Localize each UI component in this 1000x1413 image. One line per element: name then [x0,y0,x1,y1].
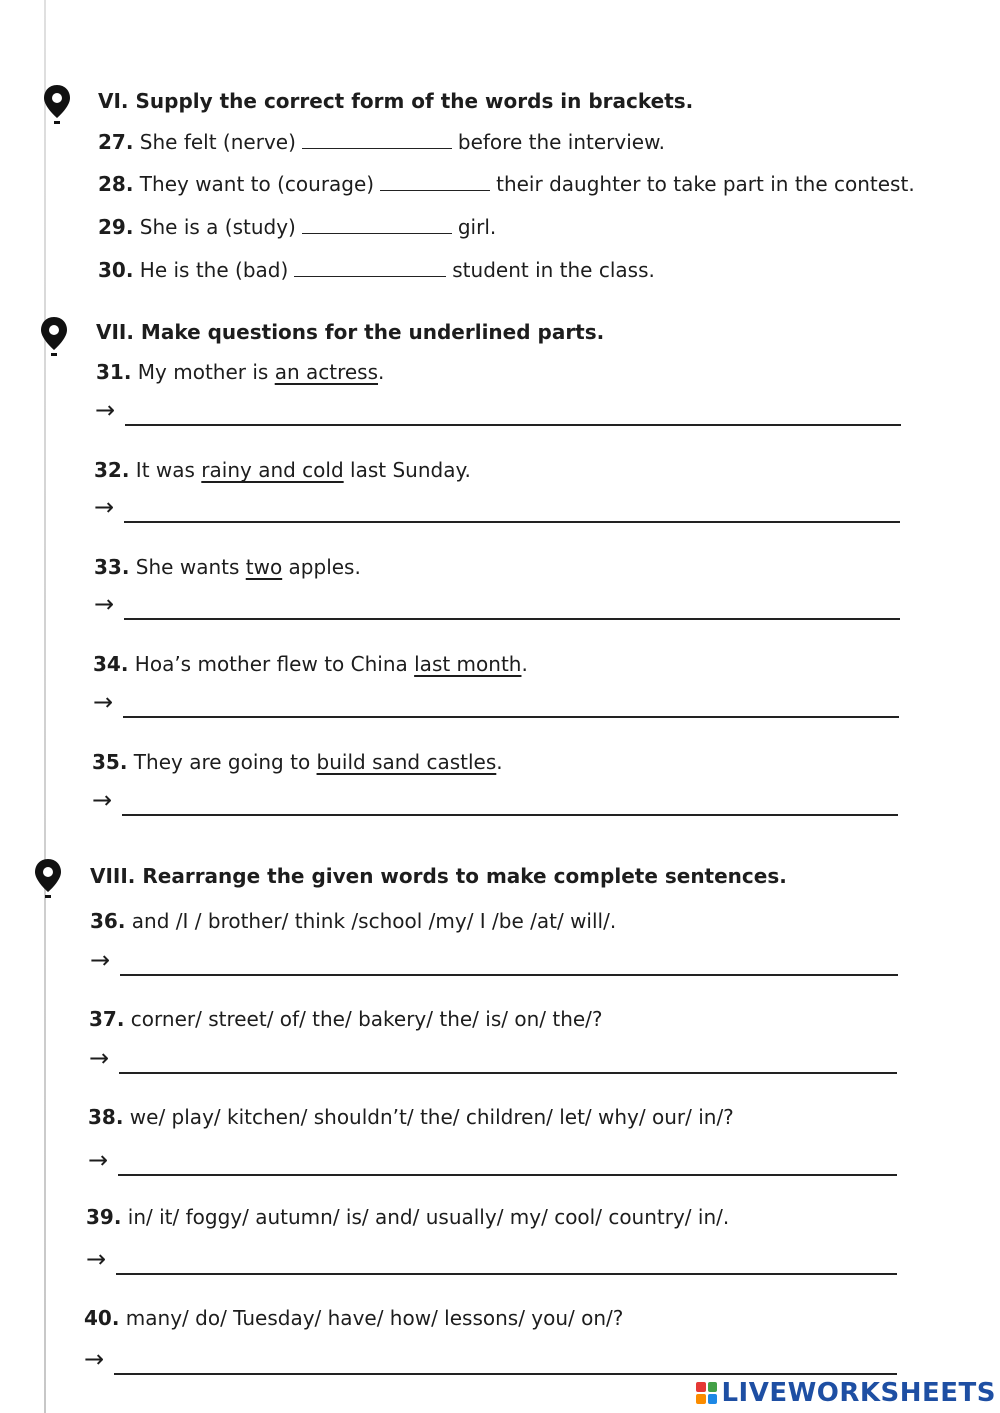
answer-row-38[interactable] [88,1146,897,1179]
arrow-icon: → [89,1044,110,1072]
answer-row-33[interactable] [94,590,900,623]
arrow-icon: → [84,1345,105,1373]
question-rest: girl. [457,215,497,239]
question-30 [98,258,655,282]
section-title-viii: VIII. Rearrange the given words to make complete sentences. [90,864,787,888]
underlined-part: rainy and cold [201,458,344,482]
question-35 [92,750,503,774]
question-text-end: . [378,360,385,384]
arrow-icon: → [92,786,113,814]
answer-line[interactable] [114,1373,897,1375]
question-number: 27. [98,130,134,154]
question-text-end: last Sunday. [350,458,471,482]
underlined-part: build sand castles [316,750,497,774]
question-number: 39. [86,1205,122,1229]
answer-row-32[interactable] [94,493,900,526]
question-number: 31. [96,360,132,384]
answer-line[interactable] [123,716,899,718]
page-edge-shadow [44,0,46,1413]
logo-square-4 [708,1394,718,1404]
answer-blank-30[interactable] [294,262,446,277]
question-40 [84,1306,623,1330]
question-prompt: She felt (nerve) [139,130,296,154]
arrow-icon: → [95,396,116,424]
question-text: She wants [135,555,240,579]
answer-row-31[interactable] [95,396,901,429]
question-number: 35. [92,750,128,774]
question-number: 34. [93,652,129,676]
underlined-part: last month [414,652,522,676]
logo-square-2 [708,1382,718,1392]
question-text-end: . [496,750,503,774]
arrow-icon: → [94,590,115,618]
answer-row-40[interactable] [84,1345,897,1378]
question-number: 28. [98,172,134,196]
question-number: 29. [98,215,134,239]
question-27 [98,130,665,154]
arrow-icon: → [86,1245,107,1273]
answer-line[interactable] [125,424,901,426]
section-title-vi: VI. Supply the correct form of the words in brackets. [98,89,694,113]
question-rest: student in the class. [452,258,655,282]
arrow-icon: → [88,1146,109,1174]
question-text-end: . [521,652,528,676]
scrambled-words: corner/ street/ of/ the/ bakery/ the/ is/ on/ the/? [130,1007,603,1031]
answer-line[interactable] [119,1072,897,1074]
question-number: 38. [88,1105,124,1129]
underlined-part: an actress [274,360,379,384]
arrow-icon: → [94,493,115,521]
answer-line[interactable] [124,521,900,523]
answer-line[interactable] [116,1273,897,1275]
question-33 [94,555,361,579]
question-37 [89,1007,603,1031]
answer-blank-27[interactable] [302,134,452,149]
location-pin-icon [42,84,72,126]
answer-row-36[interactable] [90,946,898,979]
question-number: 33. [94,555,130,579]
question-number: 37. [89,1007,125,1031]
question-31 [96,360,384,384]
logo-text: LIVEWORKSHEETS [721,1378,996,1408]
answer-row-37[interactable] [89,1044,897,1077]
question-text: Hoa’s mother flew to China [134,652,408,676]
question-32 [94,458,471,482]
question-number: 36. [90,909,126,933]
scrambled-words: many/ do/ Tuesday/ have/ how/ lessons/ you/ on/? [125,1306,624,1330]
arrow-icon: → [90,946,111,974]
arrow-icon: → [93,688,114,716]
question-38 [88,1105,734,1129]
question-prompt: They want to (courage) [139,172,375,196]
question-29 [98,215,496,239]
question-prompt: He is the (bad) [139,258,289,282]
question-text: It was [135,458,195,482]
answer-blank-29[interactable] [302,219,452,234]
section-title-vii: VII. Make questions for the underlined parts. [96,320,605,344]
answer-row-34[interactable] [93,688,899,721]
question-34 [93,652,528,676]
answer-line[interactable] [120,974,898,976]
answer-line[interactable] [122,814,898,816]
answer-line[interactable] [124,618,900,620]
location-pin-icon [39,316,69,358]
scrambled-words: in/ it/ foggy/ autumn/ is/ and/ usually/ my/ cool/ country/ in/. [127,1205,730,1229]
location-pin-icon [33,858,63,900]
question-number: 30. [98,258,134,282]
question-number: 32. [94,458,130,482]
logo-square-3 [696,1394,706,1404]
answer-blank-28[interactable] [380,176,490,191]
underlined-part: two [245,555,283,579]
question-36 [90,909,616,933]
question-text: They are going to [133,750,311,774]
question-rest: before the interview. [457,130,665,154]
question-28 [98,172,915,196]
answer-row-35[interactable] [92,786,898,819]
scrambled-words: we/ play/ kitchen/ shouldn’t/ the/ children/ let/ why/ our/ in/? [129,1105,734,1129]
answer-row-39[interactable] [86,1245,897,1278]
question-number: 40. [84,1306,120,1330]
question-text-end: apples. [288,555,361,579]
question-prompt: She is a (study) [139,215,296,239]
question-39 [86,1205,729,1229]
logo-square-1 [696,1382,706,1392]
liveworksheets-logo[interactable] [696,1376,996,1410]
question-text: My mother is [137,360,269,384]
question-rest: their daughter to take part in the contest. [496,172,915,196]
logo-icon [696,1382,717,1404]
scrambled-words: and /I / brother/ think /school /my/ I /be /at/ will/. [131,909,617,933]
answer-line[interactable] [118,1174,897,1176]
